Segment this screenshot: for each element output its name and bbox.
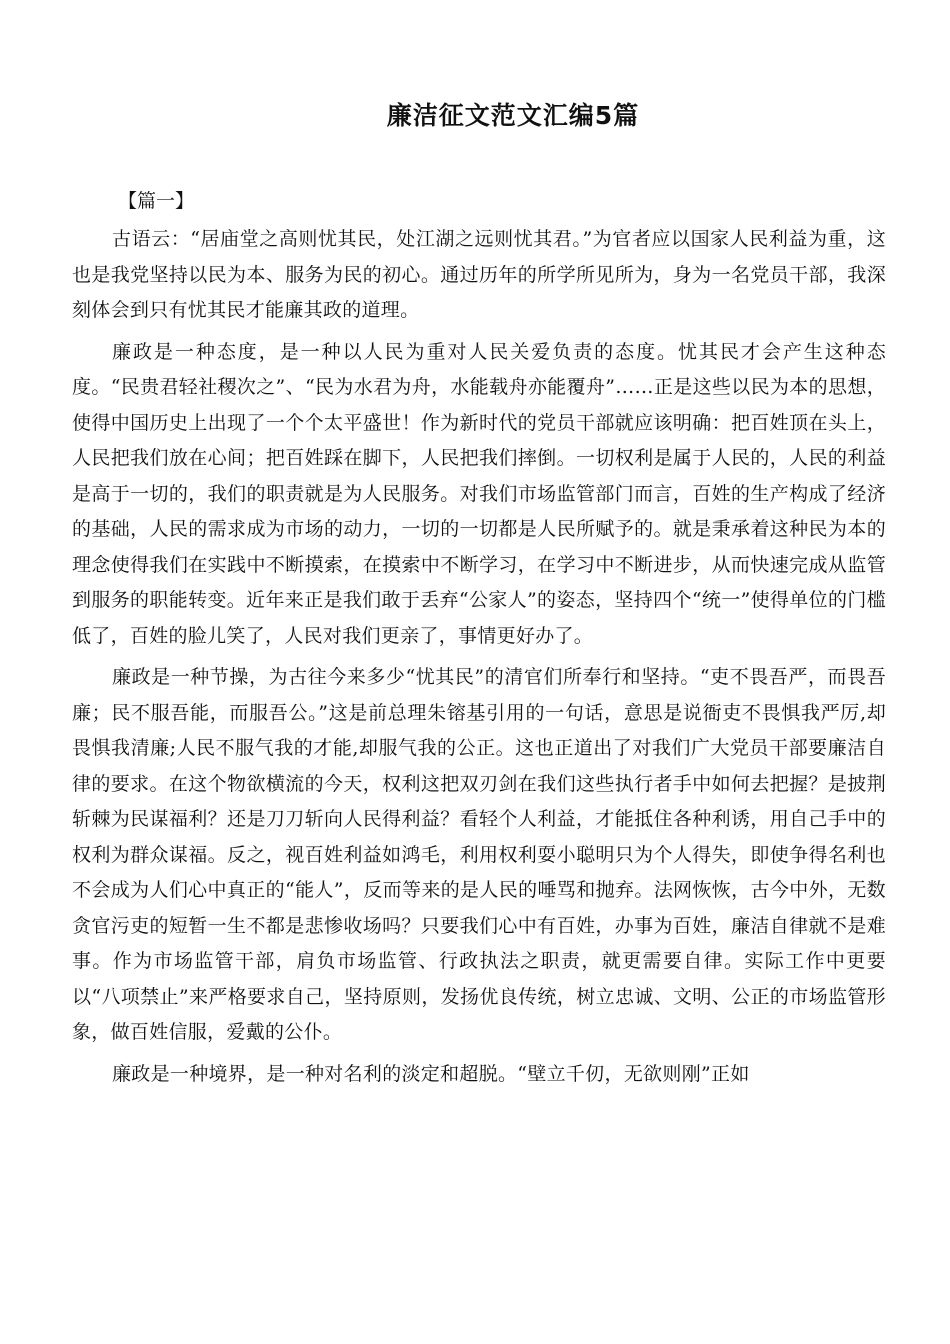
paragraph-4: 廉政是一种境界，是一种对名利的淡定和超脱。“壁立千仞，无欲则刚”正如 — [112, 1062, 750, 1085]
paragraph-3: 廉政是一种节操，为古往今来多少“忧其民”的清官们所奉行和坚持。“吏不畏吾严，而畏吾廉；民不服吾能，而服吾公。”这是前总理朱镕基引用的一句话，意思是说衙吏不畏惧我严厉,却畏惧我清廉;人民不服气我的才能,却服气我的公正。这也正道出了对我们广大党员干部要廉洁自律的要求。在这个物欲横流的今天，权利这把双刃剑在我们这些执行者手中如何去把握？是披荆斩棘为民谋福利？还是刀刀斩向人民得利益？看轻个人利益，才能抵住各种利诱，用自己手中的权利为群众谋福。反之，视百姓利益如鸿毛，利用权利耍小聪明只为个人得失，即使争得名利也不会成为人们心中真正的“能人”，反而等来的是人民的唾骂和抛弃。法网恢恢，古今中外，无数贪官污吏的短暂一生不都是悲惨收场吗？只要我们心中有百姓，办事为百姓，廉洁自律就不是难事。作为市场监管干部，肩负市场监管、行政执法之职责，就更需要自律。实际工作中更要以“八项禁止”来严格要求自己，坚持原则，发扬优良传统，树立忠诚、文明、公正的市场监管形象，做百姓信服，爱戴的公仆。 — [72, 666, 886, 1043]
paragraph-1: 古语云：“居庙堂之高则忧其民，处江湖之远则忧其君。”为官者应以国家人民利益为重，这也是我党坚持以民为本、服务为民的初心。通过历年的所学所见所为，身为一名党员干部，我深刻体会到只有忧其民才能廉其政的道理。 — [72, 228, 886, 321]
section-heading: 【篇一】 — [118, 190, 195, 212]
document-title: 廉洁征文范文汇编5篇 — [386, 101, 640, 130]
paragraph-2: 廉政是一种态度，是一种以人民为重对人民关爱负责的态度。忧其民才会产生这种态度。“民贵君轻社稷次之”、“民为水君为舟，水能载舟亦能覆舟”……正是这些以民为本的思想，使得中国历史上出现了一个个太平盛世！作为新时代的党员干部就应该明确：把百姓顶在头上，人民把我们放在心间；把百姓踩在脚下，人民把我们摔倒。一切权利是属于人民的，人民的利益是高于一切的，我们的职责就是为人民服务。对我们市场监管部门而言，百姓的生产构成了经济的基础，人民的需求成为市场的动力，一切的一切都是人民所赋予的。就是秉承着这种民为本的理念使得我们在实践中不断摸索，在摸索中不断学习，在学习中不断进步，从而快速完成从监管到服务的职能转变。近年来正是我们敢于丢弃“公家人”的姿态，坚持四个“统一”使得单位的门槛低了，百姓的脸儿笑了，人民对我们更亲了，事情更好办了。 — [72, 340, 886, 647]
